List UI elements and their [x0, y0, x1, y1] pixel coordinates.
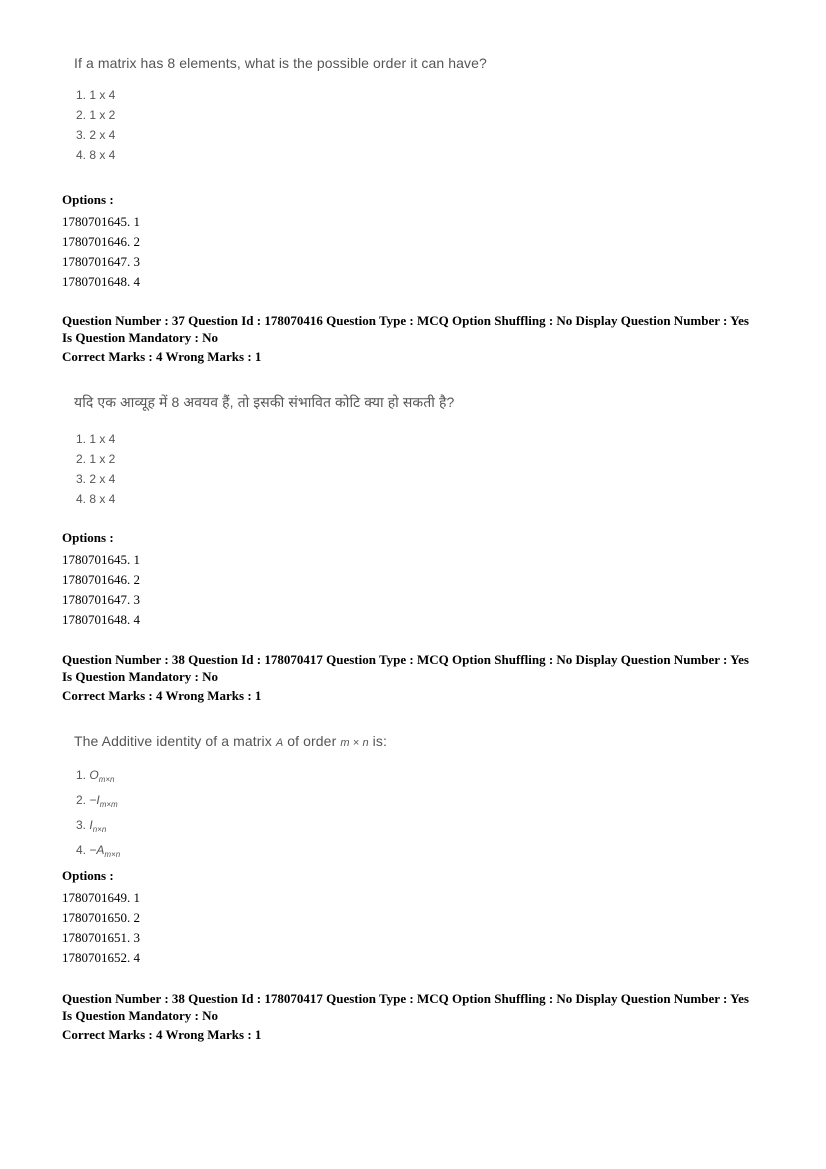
- choice-item: [76, 815, 786, 840]
- question-36-text: If a matrix has 8 elements, what is the possible order it can have?: [74, 55, 487, 71]
- question-38-options: [62, 868, 786, 968]
- question-36-options: [62, 192, 786, 292]
- choice-subscript: m×n: [98, 775, 115, 784]
- option-id-line: 1780701652. 4: [62, 950, 140, 965]
- choice-item: [76, 765, 786, 790]
- question-38-meta-repeat: [62, 990, 786, 1043]
- question-mandatory-line: Is Question Mandatory : No: [62, 1008, 219, 1023]
- option-id-line: 1780701647. 3: [62, 254, 140, 269]
- choice-item: 2. 1 x 2: [76, 452, 116, 466]
- option-id-line: 1780701648. 4: [62, 612, 140, 627]
- choice-item: 4. 8 x 4: [76, 148, 116, 162]
- choice-number: 1.: [76, 768, 87, 782]
- option-id-line: 1780701645. 1: [62, 214, 140, 229]
- option-id-line: 1780701649. 1: [62, 890, 140, 905]
- question-meta-line: Question Number : 38 Question Id : 178070417 Question Type : MCQ Option Shuffling : No Display Question Number : Yes: [62, 652, 749, 667]
- question-38-text-mid: of order: [287, 733, 337, 749]
- question-38-var: A: [275, 737, 284, 749]
- options-label: Options :: [62, 868, 114, 883]
- question-36-content: [74, 55, 786, 165]
- choice-symbol: −A: [89, 843, 105, 857]
- choice-item: 3. 2 x 4: [76, 472, 116, 486]
- choice-number: 4.: [76, 843, 87, 857]
- option-id-line: 1780701651. 3: [62, 930, 140, 945]
- choice-subscript: m×m: [99, 800, 118, 809]
- question-37-choices: [76, 429, 786, 509]
- question-36-choices: [76, 85, 786, 165]
- options-label: Options :: [62, 192, 114, 207]
- choice-symbol: I: [89, 818, 93, 832]
- question-meta-line: Question Number : 38 Question Id : 178070417 Question Type : MCQ Option Shuffling : No Display Question Number : Yes: [62, 991, 749, 1006]
- question-marks-line: Correct Marks : 4 Wrong Marks : 1: [62, 1027, 262, 1042]
- question-37-text: यदि एक आव्यूह में 8 अवयव हैं, तो इसकी संभावित कोटि क्या हो सकती है?: [74, 394, 455, 410]
- question-37-meta: [62, 312, 786, 365]
- question-37-options: [62, 530, 786, 630]
- question-38-text-suffix: is:: [372, 733, 387, 749]
- option-id-line: 1780701646. 2: [62, 572, 140, 587]
- question-38-content: [74, 733, 786, 865]
- option-id-line: 1780701646. 2: [62, 234, 140, 249]
- choice-subscript: m×n: [104, 850, 121, 859]
- option-id-line: 1780701650. 2: [62, 910, 140, 925]
- question-mandatory-line: Is Question Mandatory : No: [62, 669, 219, 684]
- choice-symbol: O: [89, 768, 99, 782]
- choice-subscript: n×n: [92, 825, 107, 834]
- options-label: Options :: [62, 530, 114, 545]
- question-38-order: m × n: [340, 737, 369, 749]
- question-marks-line: Correct Marks : 4 Wrong Marks : 1: [62, 688, 262, 703]
- choice-item: 1. 1 x 4: [76, 88, 116, 102]
- choice-item: 1. 1 x 4: [76, 432, 116, 446]
- question-38-meta: [62, 651, 786, 704]
- choice-item: 3. 2 x 4: [76, 128, 116, 142]
- choice-number: 2.: [76, 793, 87, 807]
- option-id-line: 1780701648. 4: [62, 274, 140, 289]
- choice-item: 2. 1 x 2: [76, 108, 116, 122]
- question-meta-line: Question Number : 37 Question Id : 178070416 Question Type : MCQ Option Shuffling : No Display Question Number : Yes: [62, 313, 749, 328]
- question-38-text-prefix: The Additive identity of a matrix: [74, 733, 272, 749]
- question-37-content: [74, 393, 786, 509]
- choice-item: [76, 840, 786, 865]
- question-38-text: [74, 733, 786, 749]
- question-marks-line: Correct Marks : 4 Wrong Marks : 1: [62, 349, 262, 364]
- choice-symbol: −I: [89, 793, 100, 807]
- choice-item: 4. 8 x 4: [76, 492, 116, 506]
- question-mandatory-line: Is Question Mandatory : No: [62, 330, 219, 345]
- choice-number: 3.: [76, 818, 87, 832]
- choice-item: [76, 790, 786, 815]
- option-id-line: 1780701645. 1: [62, 552, 140, 567]
- question-38-choices: [76, 765, 786, 865]
- option-id-line: 1780701647. 3: [62, 592, 140, 607]
